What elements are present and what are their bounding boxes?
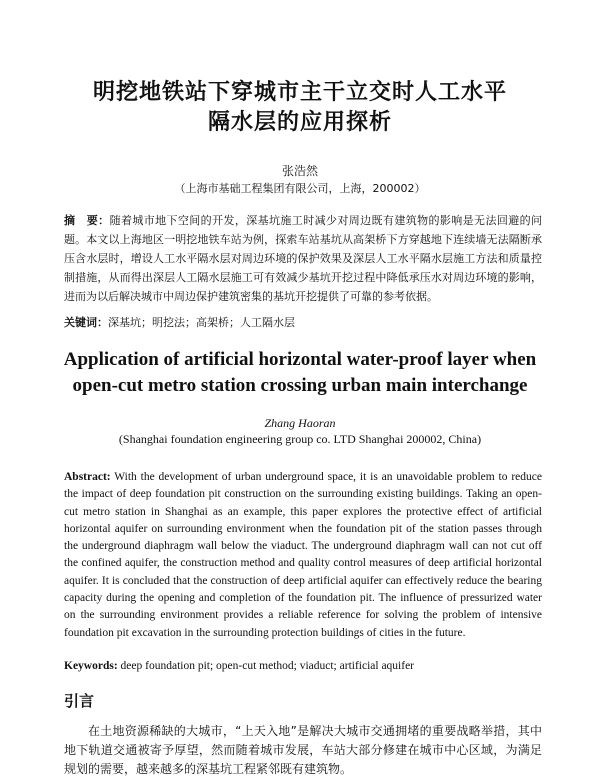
english-abstract <box>64 469 542 642</box>
chinese-keywords-text: 深基坑；明挖法；高架桥；人工隔水层 <box>108 316 295 329</box>
chinese-title-line-2: 隔水层的应用探析 <box>207 110 392 135</box>
introduction-paragraph: 在土地资源稀缺的大城市，“上天入地”是解决大城市交通拥堵的重要战略举措，其中地下轨道交通被寄予厚望，然而随着城市发展，车站大部分修建在城市中心区域，为满足规划的需要，越来越多的深基坑工程紧邻既有建筑物。 <box>64 724 542 776</box>
chinese-abstract-label: 摘 要： <box>64 214 110 227</box>
english-title-line-1: Application of artificial horizontal water-proof layer when <box>63 349 537 370</box>
chinese-keywords-label: 关键词： <box>64 316 108 329</box>
chinese-title-line-1: 明挖地铁站下穿城市主干立交时人工水平 <box>92 80 507 105</box>
chinese-author: 张浩然 <box>281 164 318 178</box>
english-abstract-text: With the development of urban underground space, it is an unavoidable problem to reduce the impact of deep foundation pit construction on the surrounding existing buildings. Taking an open-cut metro station in Shanghai as an example, this paper explores the protective effect of artificial horizontal aquifer on surrounding environment when the foundation pit of the station passes through the underground diaphragm wall below the viaduct. The underground diaphragm wall can not cut off the confined aquifer, the construction method and quality control measures of deep artificial horizontal aquifer. It is concluded that the construction of deep artificial aquifer can effectively reduce the bearing capacity during the opening and completion of the foundation pit. The influence of pressurized water on the surrounding environment provides a reliable reference for solving the problem of intensive foundation pit excavation in the surrounding protection buildings of cities in the future. <box>64 471 542 639</box>
chinese-affiliation: （上海市基础工程集团有限公司，上海，200002） <box>174 182 426 195</box>
english-keywords-text: deep foundation pit; open-cut method; viaduct; artificial aquifer <box>120 660 415 672</box>
english-keywords <box>64 658 542 675</box>
english-affiliation: (Shanghai foundation engineering group co. LTD Shanghai 200002, China) <box>118 432 482 446</box>
english-keywords-label: Keywords: <box>64 660 118 672</box>
english-abstract-label: Abstract: <box>64 471 111 483</box>
english-title-line-2: open-cut metro station crossing urban main interchange <box>72 375 528 396</box>
english-author: Zhang Haoran <box>264 416 336 430</box>
section-heading-introduction: 引言 <box>64 692 95 710</box>
chinese-abstract <box>64 211 542 306</box>
chinese-abstract-text: 随着城市地下空间的开发，深基坑施工时减少对周边既有建筑物的影响是无法回避的问题。本文以上海地区一明挖地铁车站为例，探索车站基坑从高架桥下方穿越地下连续墙无法隔断承压含水层时，增设人工水平隔水层对周边环境的保护效果及深层人工水平隔水层施工方法和质量控制措施，从而得出深层人工隔水层施工可有效减少基坑开挖过程中降低承压水对周边环境的影响，进而为以后解决城市中周边保护建筑密集的基坑开挖提供了可靠的参考依据。 <box>64 214 542 303</box>
chinese-keywords <box>64 313 542 332</box>
